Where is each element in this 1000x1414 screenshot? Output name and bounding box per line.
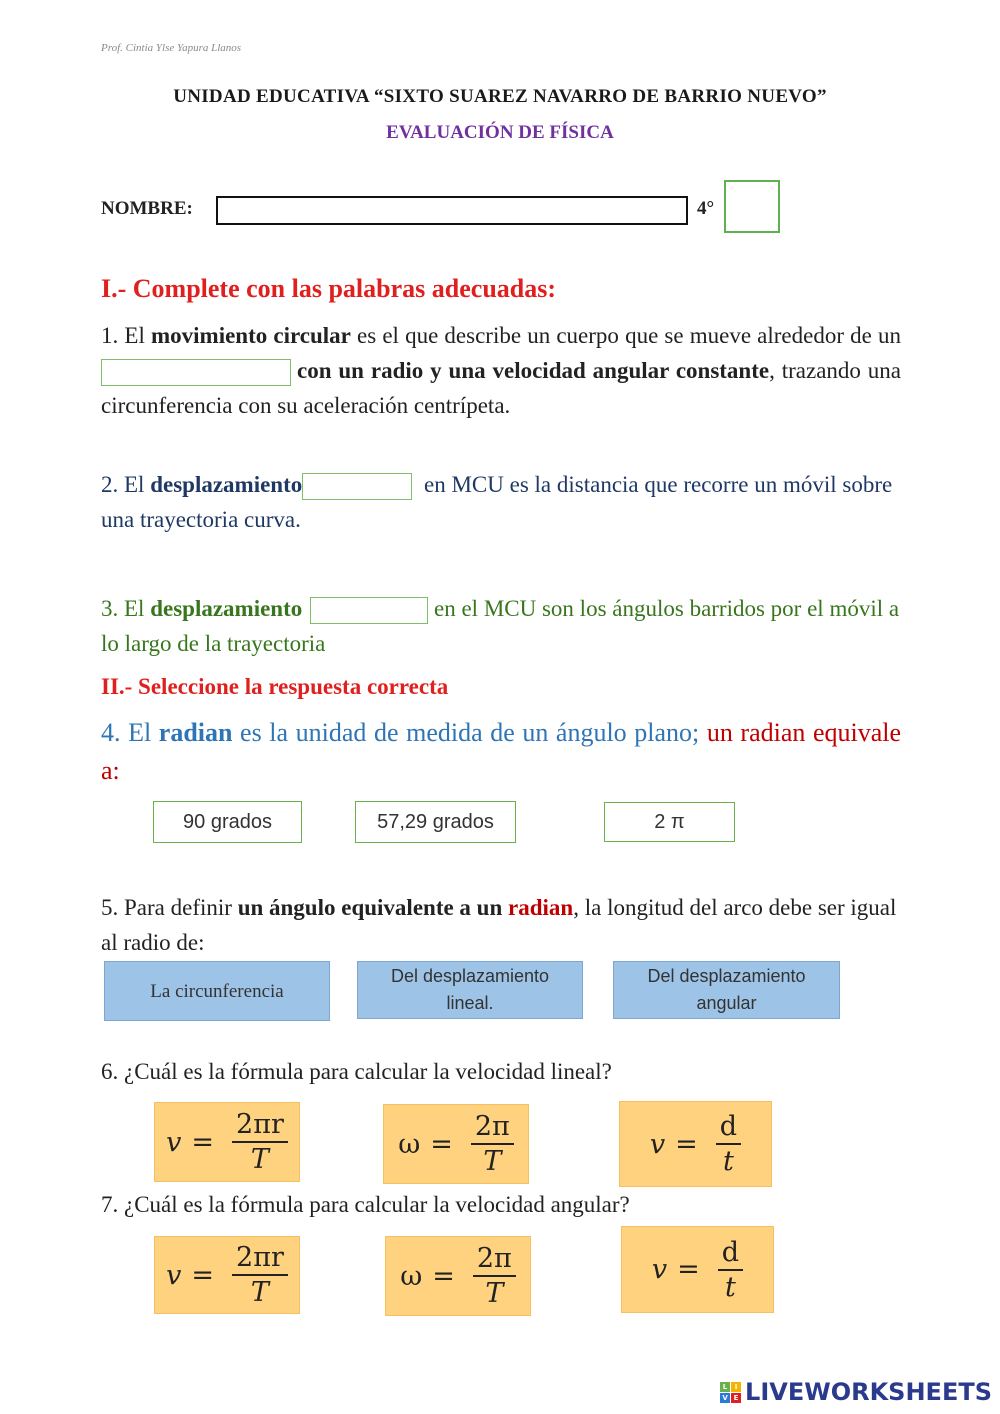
q6-formula-1[interactable] bbox=[154, 1102, 300, 1182]
liveworksheets-brand: LIVEWORKSHEETS bbox=[745, 1378, 992, 1406]
q6-f2-num: 2π bbox=[471, 1113, 514, 1145]
q5-text-2: , la longitud del arco debe ser igual al radio de: bbox=[101, 895, 897, 955]
q3-text-2: en el MCU son los ángulos barridos por el móvil a lo largo de la trayectoria bbox=[101, 596, 900, 656]
q6-formula-3[interactable] bbox=[619, 1101, 772, 1187]
q7-f1-den: T bbox=[250, 1277, 269, 1308]
grade-input[interactable] bbox=[724, 180, 780, 233]
q7-f3-num: d bbox=[718, 1239, 743, 1271]
liveworksheets-logo-icon bbox=[720, 1382, 741, 1403]
q3-bold-1: desplazamiento bbox=[150, 596, 303, 621]
grade-label: 4° bbox=[697, 198, 715, 219]
question-2 bbox=[101, 467, 901, 537]
logo-letter-l: L bbox=[720, 1382, 730, 1392]
q7-f2-lhs: ω bbox=[400, 1260, 423, 1292]
q7-f2-fraction bbox=[473, 1245, 516, 1307]
q4-option-1[interactable]: 90 grados bbox=[153, 801, 302, 843]
q5-text-1: 5. Para definir bbox=[101, 895, 238, 920]
q5-bold-red: radian bbox=[508, 895, 574, 920]
q1-text-3: , trazando una circunferencia con su aceleración centrípeta. bbox=[101, 358, 902, 418]
q3-answer-blank[interactable] bbox=[310, 597, 428, 624]
q7-f2-den: T bbox=[485, 1278, 504, 1309]
author-credit: Prof. Cintia Ylse Yapura Llanos bbox=[101, 42, 242, 54]
question-5 bbox=[101, 890, 901, 960]
q5-bold-1: un ángulo equivalente a un bbox=[237, 895, 509, 920]
q5-option-2[interactable]: Del desplazamiento lineal. bbox=[357, 961, 583, 1019]
q4-text-red: un radian equivale a: bbox=[101, 718, 902, 785]
q6-formula-2[interactable] bbox=[383, 1104, 529, 1184]
q7-formula-2[interactable] bbox=[385, 1236, 531, 1316]
name-label: NOMBRE: bbox=[101, 198, 193, 219]
question-1 bbox=[101, 318, 901, 423]
q7-f2-eq: = bbox=[432, 1260, 455, 1292]
section-1-title: I.- Complete con las palabras adecuadas: bbox=[101, 274, 557, 303]
question-3 bbox=[101, 591, 901, 661]
q6-f2-den: T bbox=[483, 1146, 502, 1177]
q5-option-3[interactable]: Del desplazamiento angular bbox=[613, 961, 840, 1019]
name-input[interactable] bbox=[216, 196, 688, 225]
q7-f3-den: t bbox=[725, 1271, 736, 1303]
q6-f2-eq: = bbox=[430, 1128, 453, 1160]
q2-answer-blank[interactable] bbox=[302, 473, 412, 500]
q7-formula-3[interactable] bbox=[621, 1226, 774, 1313]
q6-f3-num: d bbox=[716, 1113, 741, 1145]
q1-bold-2: con un radio y una velocidad angular constante bbox=[297, 358, 770, 383]
logo-letter-v: V bbox=[720, 1393, 730, 1403]
q7-f1-lhs: v bbox=[166, 1259, 182, 1291]
q2-bold-1: desplazamiento bbox=[150, 472, 303, 497]
q1-text-1: 1. El bbox=[101, 323, 151, 348]
q7-f3-fraction bbox=[718, 1236, 743, 1303]
q6-f1-fraction bbox=[232, 1111, 288, 1173]
q7-formula-1[interactable] bbox=[154, 1236, 300, 1314]
q6-f3-eq: = bbox=[675, 1128, 698, 1160]
q1-text-2: es el que describe un cuerpo que se mueve alrededor de un bbox=[350, 323, 902, 348]
q7-f1-eq: = bbox=[191, 1259, 215, 1291]
q6-f2-lhs: ω bbox=[398, 1128, 421, 1160]
q1-bold-1: movimiento circular bbox=[150, 323, 351, 348]
q6-f3-fraction bbox=[716, 1113, 741, 1175]
q6-f2-fraction bbox=[471, 1113, 514, 1175]
q6-f1-eq: = bbox=[191, 1126, 215, 1158]
q6-f3-lhs: v bbox=[649, 1128, 666, 1160]
q4-text-1: 4. El bbox=[101, 718, 159, 747]
q1-answer-blank[interactable] bbox=[101, 359, 291, 386]
exam-title: EVALUACIÓN DE FÍSICA bbox=[386, 122, 614, 143]
q7-f1-fraction bbox=[232, 1244, 288, 1306]
q4-option-3[interactable]: 2 π bbox=[604, 802, 735, 842]
q4-text-2: es la unidad de medida de un ángulo plano; bbox=[232, 718, 707, 747]
logo-letter-e: E bbox=[731, 1393, 741, 1403]
school-name: UNIDAD EDUCATIVA “SIXTO SUAREZ NAVARRO DE BARRIO NUEVO” bbox=[173, 86, 827, 107]
q6-f1-lhs: v bbox=[166, 1126, 182, 1158]
q3-text-1: 3. El bbox=[101, 596, 151, 621]
liveworksheets-watermark bbox=[720, 1378, 992, 1406]
q4-bold-1: radian bbox=[158, 718, 233, 747]
q2-text-2: en MCU es la distancia que recorre un móvil sobre una trayectoria curva. bbox=[101, 472, 893, 532]
question-7: 7. ¿Cuál es la fórmula para calcular la velocidad angular? bbox=[101, 1192, 630, 1217]
logo-letter-i: I bbox=[731, 1382, 741, 1392]
q4-option-2[interactable]: 57,29 grados bbox=[355, 801, 516, 843]
question-6: 6. ¿Cuál es la fórmula para calcular la velocidad lineal? bbox=[101, 1059, 612, 1084]
q7-f3-eq: = bbox=[677, 1254, 700, 1285]
section-2-title: II.- Seleccione la respuesta correcta bbox=[101, 674, 449, 699]
q5-option-1[interactable]: La circunferencia bbox=[104, 961, 330, 1021]
q7-f2-num: 2π bbox=[473, 1245, 516, 1277]
q6-f3-den: t bbox=[723, 1146, 734, 1177]
q6-f1-den: T bbox=[250, 1144, 269, 1175]
q6-f1-num: 2πr bbox=[232, 1111, 288, 1143]
q7-f1-num: 2πr bbox=[232, 1244, 288, 1276]
question-4 bbox=[101, 714, 901, 790]
q7-f3-lhs: v bbox=[651, 1254, 668, 1285]
q2-text-1: 2. El bbox=[101, 472, 151, 497]
